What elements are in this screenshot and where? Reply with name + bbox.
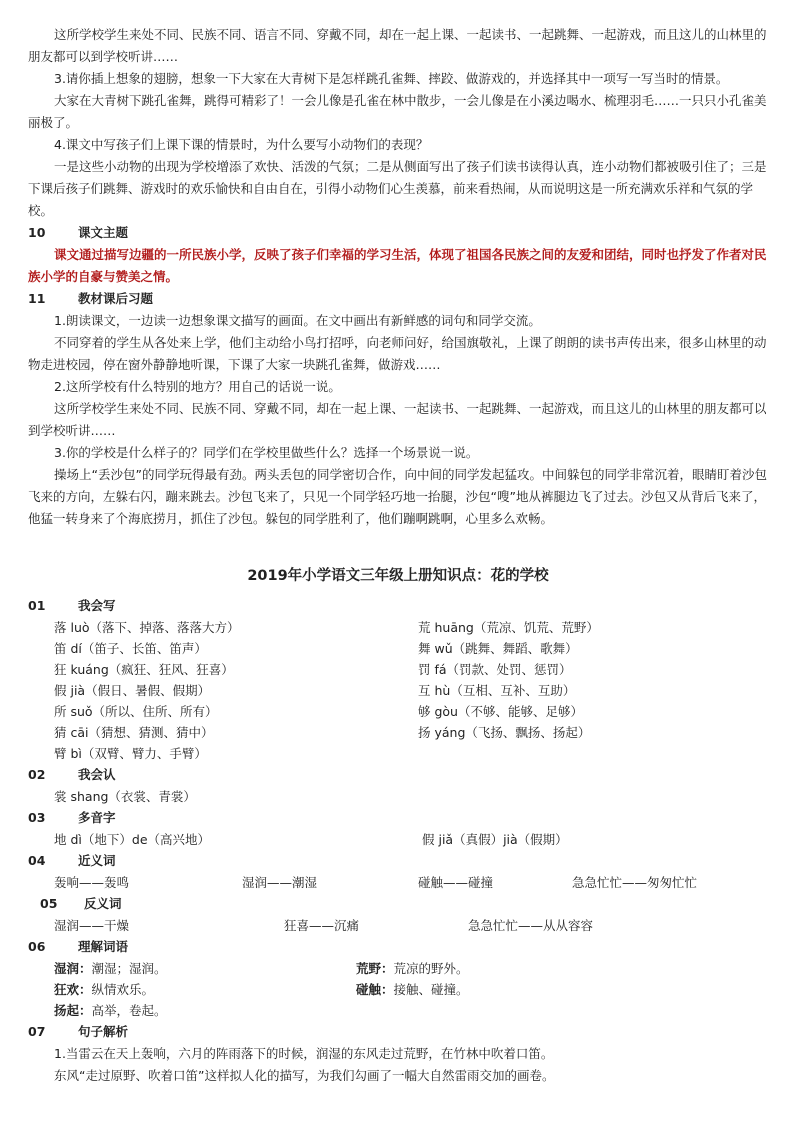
word-row [28,829,768,850]
word-row [28,680,768,701]
section-title: 句子解析 [78,1024,129,1039]
section-title: 多音字 [78,810,116,825]
definition-row [28,979,768,1000]
word-row [28,701,768,722]
section-02-heading: 02 我会认 [28,764,768,786]
exercise-line: 2.这所学校有什么特别的地方？用自己的话说一说。 [54,379,341,394]
exercise-line: 不同穿着的学生从各处来上学，他们主动给小鸟打招呼，向老师问好，给国旗敬礼，上课了朗朗的读书声传出来，很多山林里的动物走进校园，停在窗外静静地听课，下课了大家一块跳孔雀舞，做游戏…… [28,335,767,372]
word-item: 落 luò（落下、掉落、落落大方） [54,620,240,635]
definition-text: 高举，卷起。 [91,1003,167,1018]
word-item: 笛 dí（笛子、长笛、笛声） [54,641,207,656]
word-row [28,722,768,743]
word-row [28,872,768,893]
definition-row [28,1000,768,1021]
section-title: 我会认 [78,767,116,782]
section-title: 我会写 [78,598,116,613]
synonym-item: 碰触——碰撞 [418,875,494,890]
word-row [28,659,768,680]
definition-text: 荒凉的野外。 [393,961,469,976]
question-3: 3.请你插上想象的翅膀，想象一下大家在大青树下是怎样跳孔雀舞、摔跤、做游戏的，并选择其中一项写一写当时的情景。 [54,71,729,86]
exercise-line: 3.你的学校是什么样子的？同学们在学校里做些什么？选择一个场景说一说。 [54,445,479,460]
word-item: 臂 bì（双臂、臂力、手臂） [54,746,207,761]
word-item: 所 suǒ（所以、住所、所有） [54,704,218,719]
definition-text: 潮湿；湿润。 [91,961,167,976]
question-4: 4.课文中写孩子们上课下课的情景时，为什么要写小动物们的表现？ [54,137,429,152]
word-row [28,743,768,764]
antonym-item: 湿润——干燥 [54,918,130,933]
synonym-item: 湿润——潮湿 [242,875,318,890]
section-07-heading: 07 句子解析 [28,1021,768,1043]
word-item: 罚 fá（罚款、处罚、惩罚） [418,662,572,677]
definition-term: 湿润： [54,961,92,976]
word-item: 地 dì（地下）de（高兴地） [54,832,211,847]
synonym-item: 急急忙忙——匆匆忙忙 [572,875,698,890]
word-item: 狂 kuáng（疯狂、狂风、狂喜） [54,662,234,677]
definition-term: 扬起： [54,1003,92,1018]
word-item: 扬 yáng（飞扬、飘扬、扬起） [418,725,591,740]
page-title: 2019年小学语文三年级上册知识点：花的学校 [247,568,549,584]
exercise-line: 这所学校学生来处不同、民族不同、穿戴不同，却在一起上课、一起读书、一起跳舞、一起游戏，而且这儿的山林里的朋友都可以到学校听讲…… [28,401,767,438]
word-row [28,617,768,638]
definition-item [356,958,469,979]
definition-text: 接触、碰撞。 [393,982,469,997]
section-title: 近义词 [78,853,116,868]
definition-item [54,979,154,1000]
section-11-heading: 11 教材课后习题 [28,288,768,310]
answer-4: 一是这些小动物的出现为学校增添了欢快、活泼的气氛；二是从侧面写出了孩子们读书读得认真，连小动物们都被吸引住了；三是下课后孩子们跳舞、游戏时的欢乐愉快和自由自在，引得小动物们心生羡慕，前来看热闹，从而说明这是一所充满欢乐祥和气氛的学校。 [28,159,767,218]
word-row [28,915,768,936]
section-title: 反义词 [84,896,122,911]
word-item: 假 jià（假日、暑假、假期） [54,683,211,698]
word-item: 舞 wǔ（跳舞、舞蹈、歌舞） [418,641,578,656]
section-05-heading: 05 反义词 [28,893,768,915]
word-item: 够 gòu（不够、能够、足够） [418,704,583,719]
section-title: 教材课后习题 [78,291,154,306]
word-item: 猜 cāi（猜想、猜测、猜中） [54,725,214,740]
section-title: 课文主题 [78,225,129,240]
section-01-heading: 01 我会写 [28,595,768,617]
definition-item [54,958,167,979]
synonym-item: 轰响——轰鸣 [54,875,130,890]
section-10-heading: 10 课文主题 [28,222,768,244]
section-06-heading: 06 理解词语 [28,936,768,958]
sentence-line: 东风“走过原野、吹着口笛”这样拟人化的描写，为我们勾画了一幅大自然雷雨交加的画卷。 [54,1068,555,1083]
definition-item [356,979,469,1000]
answer-3: 大家在大青树下跳孔雀舞，跳得可精彩了！一会儿像是孔雀在林中散步，一会儿像是在小溪边喝水、梳理羽毛……一只只小孔雀美丽极了。 [28,93,767,130]
section-04-heading: 04 近义词 [28,850,768,872]
word-item: 裳 shang（衣裳、青裳） [54,789,196,804]
theme-statement: 课文通过描写边疆的一所民族小学，反映了孩子们幸福的学习生活，体现了祖国各民族之间的友爱和团结，同时也抒发了作者对民族小学的自豪与赞美之情。 [28,247,767,284]
definition-term: 荒野： [356,961,394,976]
word-row [28,638,768,659]
word-item: 荒 huāng（荒凉、饥荒、荒野） [418,620,599,635]
definition-item [54,1000,167,1021]
word-item: 假 jiǎ（真假）jià（假期） [422,832,568,847]
sentence-line: 1.当雷云在天上轰响，六月的阵雨落下的时候，润湿的东风走过荒野，在竹林中吹着口笛。 [54,1046,554,1061]
section-03-heading: 03 多音字 [28,807,768,829]
word-item: 互 hù（互相、互补、互助） [418,683,576,698]
paragraph: 这所学校学生来处不同、民族不同、语言不同、穿戴不同，却在一起上课、一起读书、一起跳舞、一起游戏，而且这儿的山林里的朋友都可以到学校听讲…… [28,27,767,64]
antonym-item: 急急忙忙——从从容容 [468,918,594,933]
antonym-item: 狂喜——沉痛 [284,918,360,933]
definition-term: 狂欢： [54,982,92,997]
definition-term: 碰触： [356,982,394,997]
exercise-line: 1.朗读课文，一边读一边想象课文描写的画面。在文中画出有新鲜感的词句和同学交流。 [54,313,541,328]
document-page [28,24,768,1087]
exercise-line: 操场上“丢沙包”的同学玩得最有劲。两头丢包的同学密切合作，向中间的同学发起猛攻。中间躲包的同学非常沉着，眼睛盯着沙包飞来的方向，左躲右闪，蹦来跳去。沙包飞来了，只见一个同学轻巧地一抬腿，沙包“嗖”地从裤腿边飞了过去。沙包又从背后飞来了，他猛一转身来了个海底捞月，抓住了沙包。躲包的同学胜利了，他们蹦啊跳啊，心里多么欢畅。 [28,467,767,526]
word-row [28,786,768,807]
section-title: 理解词语 [78,939,129,954]
definition-row [28,958,768,979]
definition-text: 纵情欢乐。 [91,982,155,997]
